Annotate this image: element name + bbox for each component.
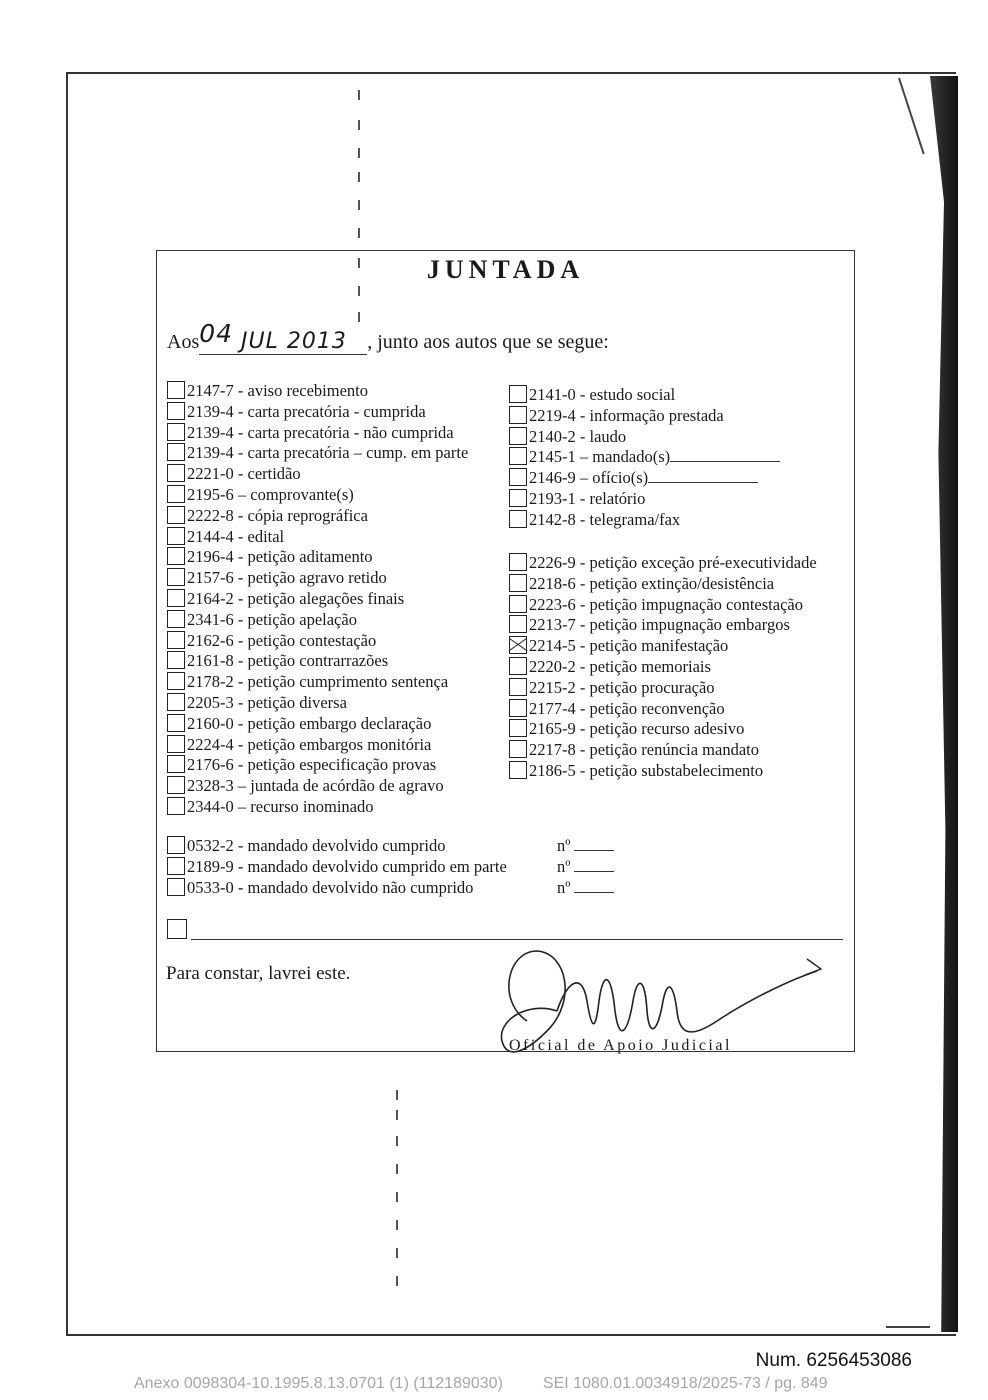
number-label: nº	[557, 857, 571, 876]
checkbox[interactable]	[509, 615, 527, 633]
number-label: nº	[557, 878, 571, 897]
checkbox[interactable]	[509, 657, 527, 675]
checkbox[interactable]	[167, 735, 185, 753]
checklist-item-label: 2141-0 - estudo social	[529, 385, 676, 404]
checkbox[interactable]	[167, 527, 185, 545]
checklist-item	[509, 719, 817, 740]
checklist-item-label: 2226-9 - petição exceção pré-executividade	[529, 553, 817, 572]
para-constar: Para constar, lavrei este.	[166, 963, 351, 984]
checklist-item-label: 2178-2 - petição cumprimento sentença	[187, 672, 449, 692]
mandado-checklist	[167, 835, 614, 898]
blank-entry-checkbox[interactable]	[167, 919, 187, 939]
checklist-item	[509, 636, 817, 657]
checklist-item-label: 2157-6 - petição agravo retido	[187, 568, 387, 588]
checkbox[interactable]	[167, 402, 185, 420]
checkbox[interactable]	[509, 595, 527, 613]
stamp-date[interactable]	[199, 319, 367, 355]
checklist-item-label: 2165-9 - petição recurso adesivo	[529, 719, 745, 739]
number-blank[interactable]	[574, 878, 614, 893]
checklist-item-label: 2328-3 – juntada de acórdão de agravo	[187, 776, 444, 796]
fill-in-blank[interactable]	[648, 468, 758, 483]
checklist-item-label: 2214-5 - petição manifestação	[529, 636, 729, 656]
checklist-item-label: 2176-6 - petição especificação provas	[187, 755, 437, 775]
mandado-item-label: 0532-2 - mandado devolvido cumprido	[187, 836, 446, 855]
blank-entry-row	[167, 919, 843, 941]
oficial-label: Oficial de Apoio Judicial	[509, 1037, 732, 1054]
checklist-item	[167, 402, 468, 423]
checkbox[interactable]	[167, 443, 185, 461]
checklist-item	[167, 527, 468, 548]
checklist-item-label: 2217-8 - petição renúncia mandato	[529, 740, 759, 760]
checklist-item-label: 2215-2 - petição procuração	[529, 677, 715, 697]
checklist-item-label: 2220-2 - petição memoriais	[529, 656, 711, 676]
checklist-item-label: 2145-1 – mandado(s)	[529, 447, 671, 467]
checklist-item	[509, 761, 817, 782]
checkbox[interactable]	[509, 699, 527, 717]
checklist-item	[167, 381, 468, 402]
checklist-item-label: 2193-1 - relatório	[529, 488, 646, 508]
checkbox[interactable]	[509, 574, 527, 592]
aos-suffix: , junto aos autos que se segue:	[367, 331, 609, 353]
checklist-item-label: 2162-6 - petição contestação	[187, 630, 377, 650]
checklist-item	[167, 610, 468, 631]
checklist-item	[167, 443, 468, 464]
checklist-item	[509, 553, 817, 574]
mandado-item	[167, 835, 614, 856]
checklist-item-label: 2186-5 - petição substabelecimento	[529, 760, 764, 780]
checklist-item	[167, 755, 468, 776]
mandado-item-label: 0533-0 - mandado devolvido não cumprido	[187, 878, 474, 897]
checklist-item-label: 2139-4 - carta precatória - não cumprida	[187, 422, 454, 442]
checkbox[interactable]	[509, 761, 527, 779]
checklist-item	[509, 657, 817, 678]
checklist-item	[167, 776, 468, 797]
checkbox[interactable]	[167, 755, 185, 773]
checkbox[interactable]	[167, 693, 185, 711]
checklist-item-label: 2195-6 – comprovante(s)	[187, 484, 354, 504]
checklist-item-label: 2177-4 - petição reconvenção	[529, 698, 725, 718]
checklist-item-label: 2142-8 - telegrama/fax	[529, 509, 681, 529]
checklist-item-label: 2164-2 - petição alegações finais	[187, 588, 405, 608]
checklist-item	[509, 406, 780, 427]
checklist-item-label: 2222-8 - cópia reprográfica	[187, 505, 368, 525]
checklist-item-label: 2139-4 - carta precatória – cump. em parte	[187, 443, 469, 463]
mandado-item	[167, 856, 614, 877]
fill-in-blank[interactable]	[670, 447, 780, 462]
checkbox[interactable]	[167, 878, 185, 896]
date-day: 04	[199, 319, 234, 348]
checklist-item	[509, 468, 780, 489]
checklist-item	[167, 797, 468, 818]
checkbox[interactable]	[167, 631, 185, 649]
checkbox[interactable]	[509, 427, 527, 445]
fold-mark-bottom	[886, 1326, 930, 1328]
checkbox[interactable]	[167, 836, 185, 854]
checklist-item	[167, 464, 468, 485]
checkbox[interactable]	[167, 547, 185, 565]
checklist-item-label: 2205-3 - petição diversa	[187, 692, 347, 712]
checkbox[interactable]	[509, 385, 527, 403]
mandado-item-label: 2189-9 - mandado devolvido cumprido em parte	[187, 857, 507, 876]
checklist-item-label: 2196-4 - petição aditamento	[187, 547, 373, 567]
checklist-item	[167, 568, 468, 589]
checklist-item-label: 2140-2 - laudo	[529, 426, 627, 446]
stamp-title: JUNTADA	[426, 255, 585, 284]
checklist-item-label: 2160-0 - petição embargo declaração	[187, 713, 432, 733]
checklist-item	[509, 678, 817, 699]
footer-annex	[134, 1375, 828, 1393]
checklist-item	[167, 631, 468, 652]
aos-line	[167, 319, 609, 355]
checkbox[interactable]	[167, 857, 185, 875]
checklist-item	[167, 693, 468, 714]
mandado-item	[167, 877, 614, 898]
checklist-item-label: 2224-4 - petição embargos monitória	[187, 734, 432, 754]
checkbox[interactable]	[509, 719, 527, 737]
number-blank[interactable]	[574, 836, 614, 851]
checkbox[interactable]	[167, 464, 185, 482]
checklist-item	[509, 595, 817, 616]
checklist-item	[509, 510, 780, 531]
checklist-item-label: 2223-6 - petição impugnação contestação	[529, 594, 803, 614]
checklist-item-label: 2218-6 - petição extinção/desistência	[529, 573, 775, 593]
checklist-item-label: 2146-9 – ofício(s)	[529, 468, 649, 488]
checklist-item	[167, 735, 468, 756]
checkbox[interactable]	[167, 776, 185, 794]
checklist-item-label: 2221-0 - certidão	[187, 464, 301, 484]
checkbox[interactable]	[167, 381, 185, 399]
juntada-stamp	[156, 250, 855, 1052]
checklist-item-label: 2213-7 - petição impugnação embargos	[529, 615, 790, 635]
checklist-item-label: 2161-8 - petição contrarrazões	[187, 651, 389, 671]
checkbox[interactable]	[509, 489, 527, 507]
checklist-item	[509, 574, 817, 595]
checkbox[interactable]	[509, 510, 527, 528]
checklist-item-label: 2144-4 - edital	[187, 526, 285, 546]
checklist-item	[509, 427, 780, 448]
checklist-item	[167, 714, 468, 735]
checklist-item	[509, 385, 780, 406]
checkbox[interactable]	[509, 678, 527, 696]
checklist-item-label: 2344-0 – recurso inominado	[187, 796, 374, 816]
date-month-year: JUL 2013	[233, 329, 347, 354]
checkbox[interactable]	[167, 589, 185, 607]
sei-reference: SEI 1080.01.0034918/2025-73 / pg. 849	[542, 1375, 828, 1392]
checklist-item	[509, 699, 817, 720]
checkbox[interactable]	[167, 506, 185, 524]
checklist-item-label: 2147-7 - aviso recebimento	[187, 381, 368, 400]
right-checklist-top	[509, 385, 780, 531]
checklist-item-label: 2219-4 - informação prestada	[529, 405, 724, 425]
checkbox[interactable]	[167, 797, 185, 815]
checklist-item	[167, 589, 468, 610]
checkbox[interactable]	[167, 714, 185, 732]
document-number: Num. 6256453086	[755, 1350, 912, 1371]
aos-prefix: Aos	[167, 331, 200, 353]
checkbox[interactable]	[167, 610, 185, 628]
annex-reference: Anexo 0098304-10.1995.8.13.0701 (1) (112189030)	[134, 1375, 503, 1392]
checklist-item	[167, 547, 468, 568]
checklist-item-label: 2341-6 - petição apelação	[187, 609, 357, 629]
checkbox-checked[interactable]	[509, 636, 527, 654]
checklist-item	[167, 485, 468, 506]
checkbox[interactable]	[167, 485, 185, 503]
checkbox[interactable]	[167, 651, 185, 669]
checklist-item	[167, 423, 468, 444]
number-blank[interactable]	[574, 857, 614, 872]
checklist-item	[509, 615, 817, 636]
checkbox[interactable]	[167, 423, 185, 441]
checkbox[interactable]	[509, 447, 527, 465]
left-checklist	[167, 381, 468, 818]
checklist-item	[509, 447, 780, 468]
checkbox[interactable]	[509, 553, 527, 571]
checkbox[interactable]	[167, 672, 185, 690]
checkbox[interactable]	[509, 406, 527, 424]
checklist-item	[167, 672, 468, 693]
checklist-item	[167, 506, 468, 527]
checkbox[interactable]	[509, 468, 527, 486]
blank-entry-line[interactable]	[191, 939, 843, 940]
checklist-item	[509, 489, 780, 510]
checklist-item	[509, 740, 817, 761]
checkbox[interactable]	[167, 568, 185, 586]
number-label: nº	[557, 836, 571, 855]
checkbox[interactable]	[509, 740, 527, 758]
checklist-item-label: 2139-4 - carta precatória - cumprida	[187, 401, 426, 421]
right-checklist-bottom	[509, 553, 817, 782]
checklist-item	[167, 651, 468, 672]
